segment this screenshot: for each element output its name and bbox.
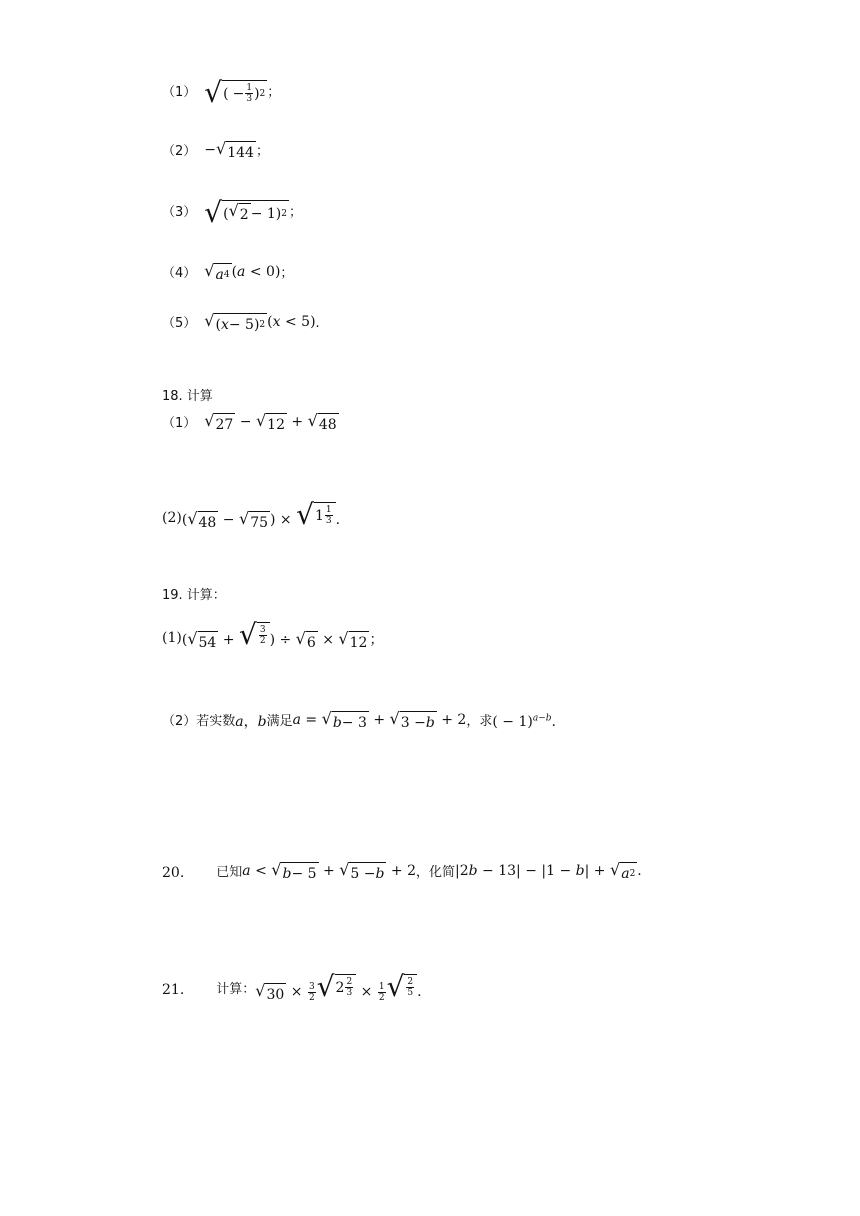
q18-part1 (162, 412, 339, 435)
item-1-number: （1） (162, 84, 197, 100)
item-1-expression: √ ( − $\frac{1}{3}$ ) 2 (204, 76, 266, 109)
q21 (162, 970, 422, 1005)
item-2-expression: − √ 144 (204, 139, 254, 161)
q20-text-1: 已知 (216, 864, 243, 880)
q19-title-text: 19. 计算： (162, 588, 226, 603)
item-5-number: （5） (162, 315, 197, 331)
q21-number: 21. (162, 981, 185, 998)
q19-part2-vars: a，b (235, 713, 267, 730)
q19-part2-target: ( − 1)$^{a-b}$. (492, 712, 556, 730)
item-4-expression: √ a 4 (a < 0) (204, 261, 281, 283)
q18-part1-number: （1） (162, 415, 197, 431)
q20-expression: |2b − 13| − |1 − b| + √ a 2 . (455, 860, 642, 882)
q18-part2-number: (2) (162, 509, 182, 526)
item-3-expression: √ ( √ 2 − 1) 2 (204, 196, 288, 229)
item-2-number: （2） (162, 143, 197, 159)
item-5-expression: √ ( x − 5) 2 (x < 5) (204, 311, 316, 333)
q19-part2 (162, 710, 556, 733)
item-2-punct: ； (255, 143, 269, 159)
q19-part2-expression: a = √ b − 3 + √ 3 − b + 2 (292, 709, 467, 731)
q18-part1-expression: √ 27 − √ 12 + √ 48 (204, 411, 337, 433)
q18-title (162, 387, 213, 407)
item-4 (162, 262, 293, 285)
item-4-punct: ； (280, 265, 294, 281)
q18-title-text: 18. 计算 (162, 389, 213, 404)
item-1 (162, 76, 281, 109)
q20-number: 20. (162, 864, 185, 881)
q20-condition: a < √ b − 5 + √ 5 − b + 2 (242, 860, 416, 882)
q19-part2-lead: （2）若实数 (162, 713, 236, 729)
q19-part2-mid: 满足 (266, 713, 293, 729)
item-3 (162, 196, 303, 229)
item-4-number: （4） (162, 265, 197, 281)
q18-part2-expression: ( √ 48 − √ 75 ) × √ 1 $\frac{1}{3}$ . (181, 498, 341, 531)
q21-expression: √ 30 × $\frac{3}{2}$ √ 2 $\frac{2}{3}$ × $\frac{1}{2}$ √ $\frac{2}{5}$ . (255, 970, 422, 1003)
item-3-number: （3） (162, 204, 197, 220)
q19-part1 (162, 618, 384, 653)
item-2 (162, 140, 269, 163)
item-3-punct: ； (289, 204, 303, 220)
item-1-punct: ； (267, 84, 281, 100)
item-5 (162, 312, 320, 335)
q21-text-1: 计算： (216, 981, 256, 997)
q19-part1-expression: ( √ 54 + √ $\frac{3}{2}$ ) ÷ √ 6 × √ 12 ； (181, 618, 384, 651)
item-5-punct: . (315, 315, 320, 331)
q19-part1-number: (1) (162, 629, 182, 646)
q19-title (162, 586, 226, 606)
q18-part2 (162, 498, 341, 533)
q20-text-2: ，化简 (416, 864, 456, 880)
q19-part2-end: ，求 (466, 713, 493, 729)
q20 (162, 861, 642, 884)
